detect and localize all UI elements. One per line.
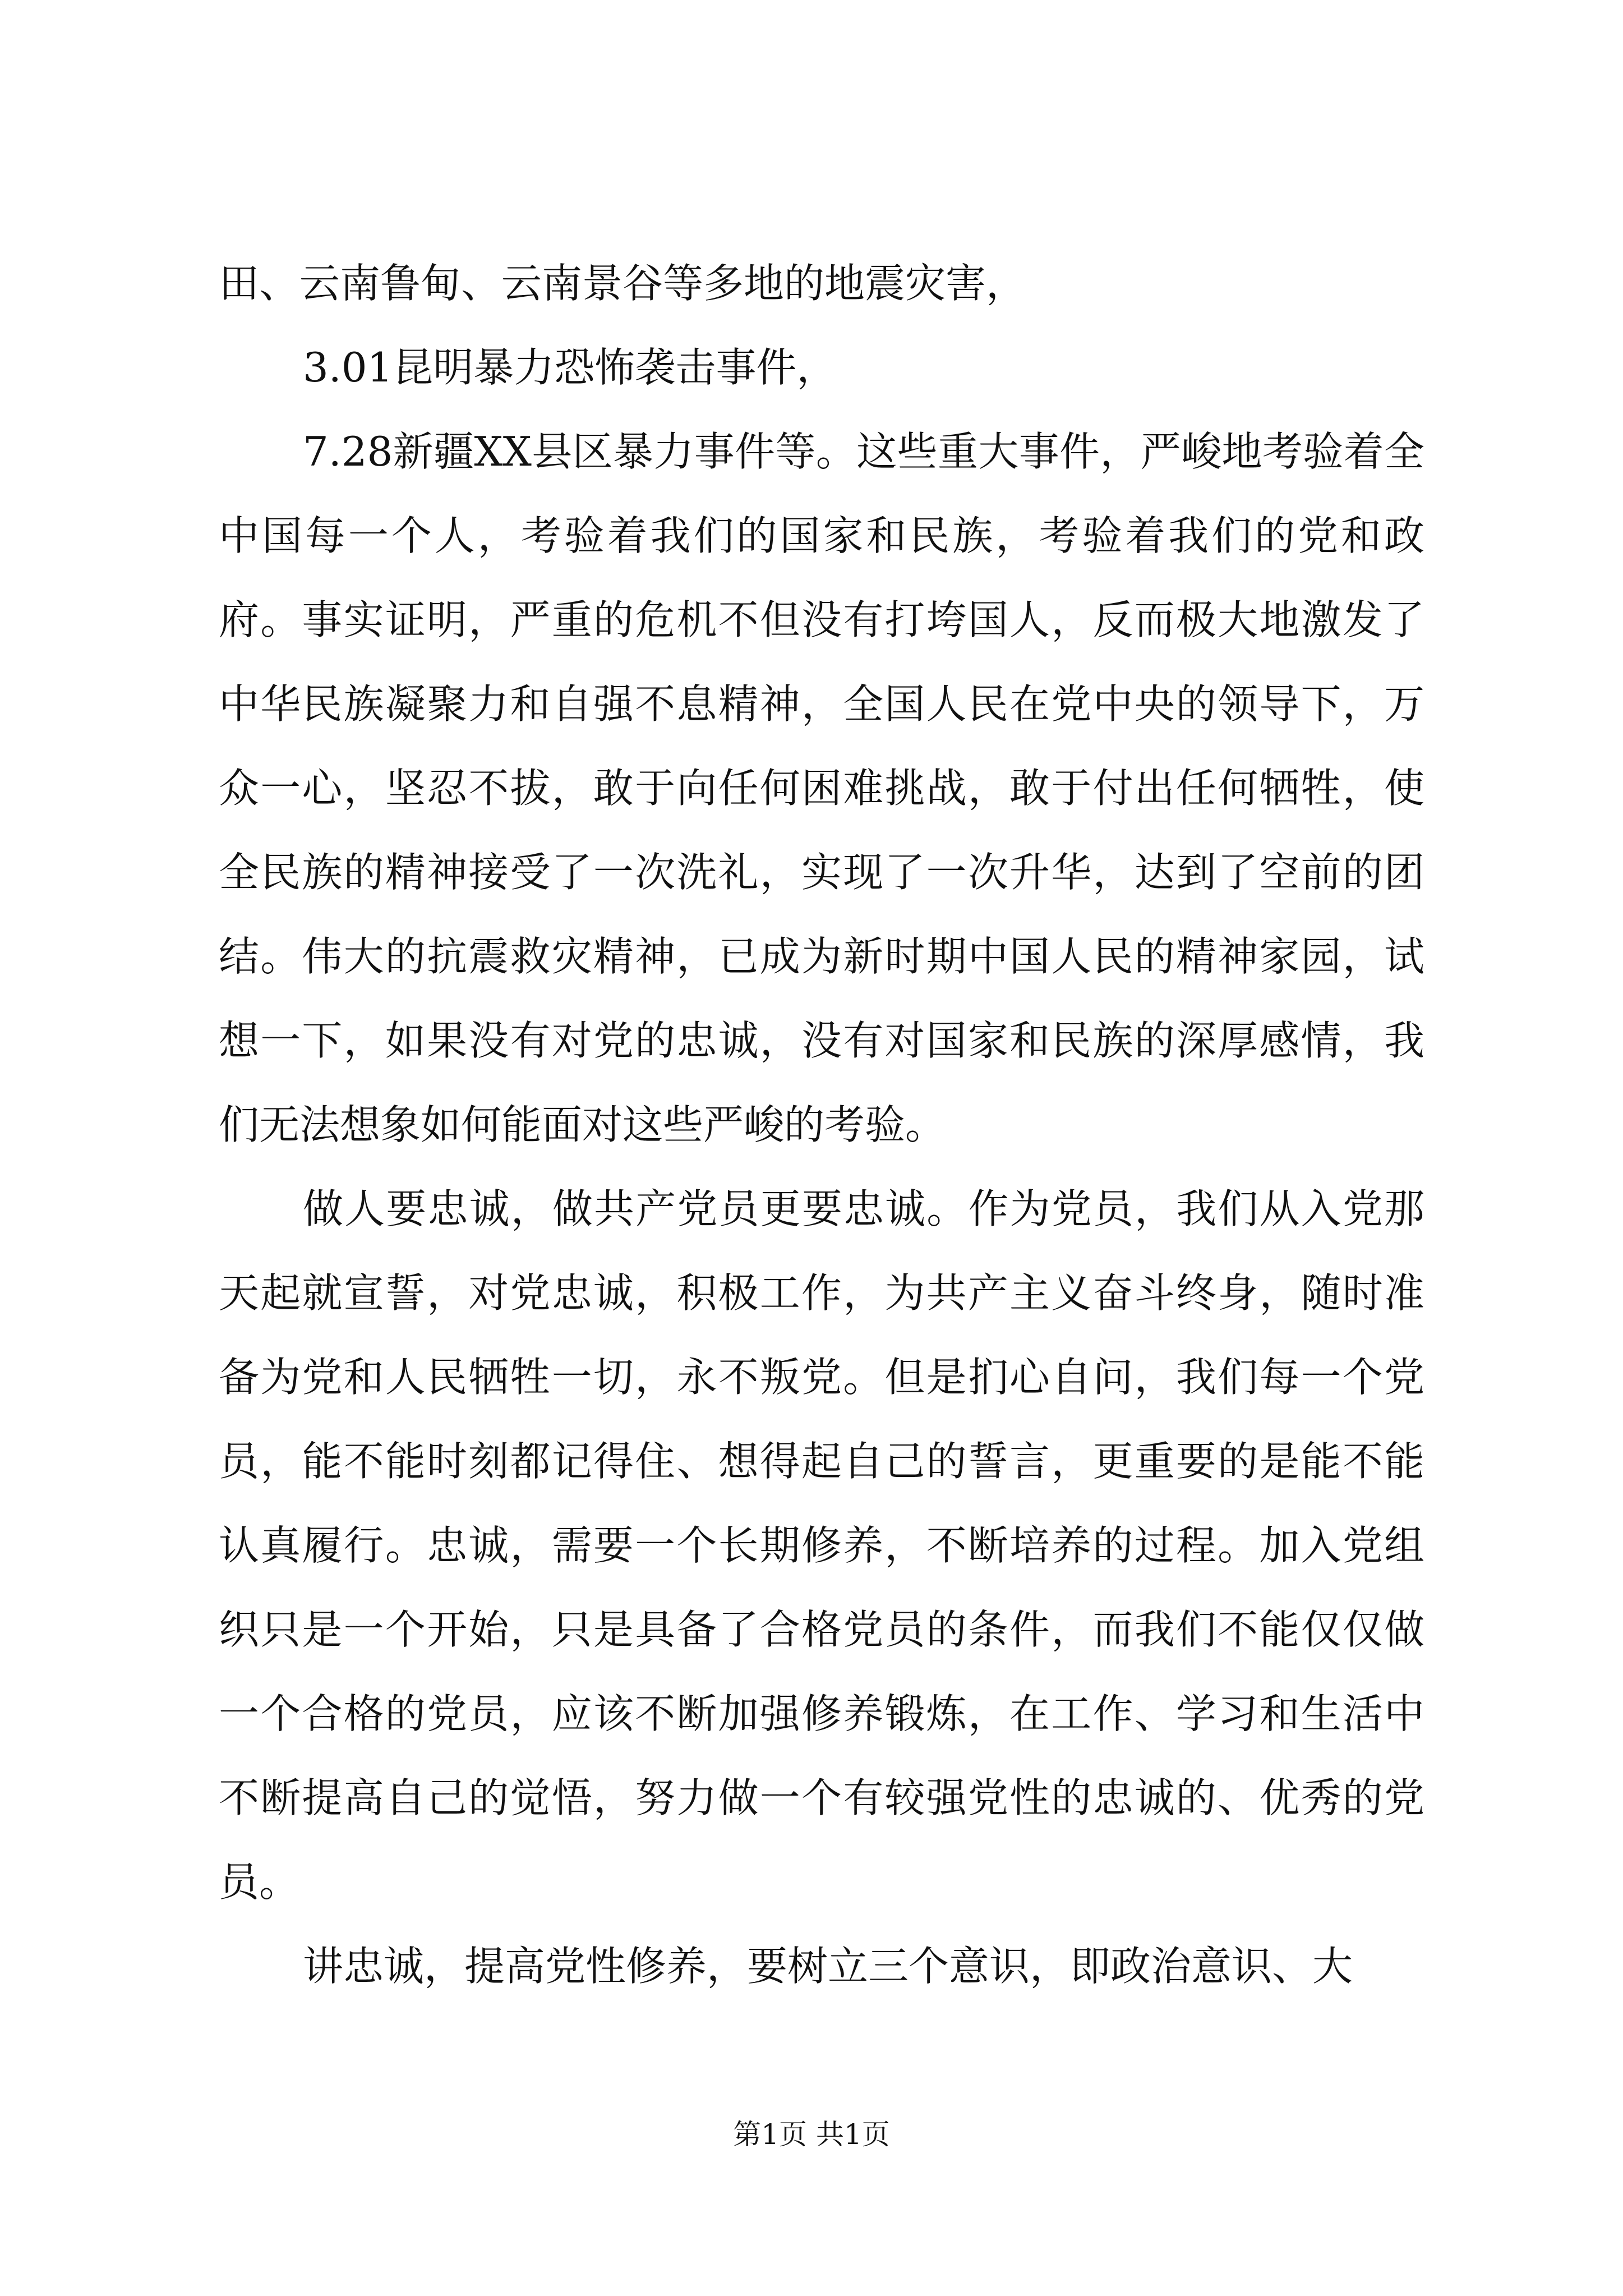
paragraph-3: 7.28新疆XX县区暴力事件等。这些重大事件，严峻地考验着全中国每一个人，考验着我们的国家和民族，考验着我们的党和政府。事实证明，严重的危机不但没有打垮国人，反而极大地激发了中华民族凝聚力和自强不息精神，全国人民在党中央的领导下，万众一心，坚忍不拔，敢于向任何困难挑战，敢于付出任何牺牲，使全民族的精神接受了一次洗礼，实现了一次升华，达到了空前的团结。伟大的抗震救灾精神，已成为新时期中国人民的精神家园，试想一下，如果没有对党的忠诚，没有对国家和民族的深厚感情，我们无法想象如何能面对这些严峻的考验。 — [219, 428, 1424, 1148]
page-footer: 第1页 共1页 — [733, 2118, 890, 2151]
document-body — [219, 241, 1424, 2008]
paragraph-5: 讲忠诚，提高党性修养，要树立三个意识，即政治意识、大 — [303, 1943, 1353, 1990]
paragraph-2: 3.01昆明暴力恐怖袭击事件， — [303, 344, 837, 391]
paragraph-1: 田、云南鲁甸、云南景谷等多地的地震灾害， — [219, 260, 1027, 307]
paragraph-4: 做人要忠诚，做共产党员更要忠诚。作为党员，我们从入党那天起就宣誓，对党忠诚，积极工作，为共产主义奋斗终身，随时准备为党和人民牺牲一切，永不叛党。但是扪心自问，我们每一个党员，能不能时刻都记得住、想得起自己的誓言，更重要的是能不能认真履行。忠诚，需要一个长期修养，不断培养的过程。加入党组织只是一个开始，只是具备了合格党员的条件，而我们不能仅仅做一个合格的党员，应该不断加强修养锻炼，在工作、学习和生活中不断提高自己的觉悟，努力做一个有较强党性的忠诚的、优秀的党员。 — [219, 1185, 1424, 1906]
